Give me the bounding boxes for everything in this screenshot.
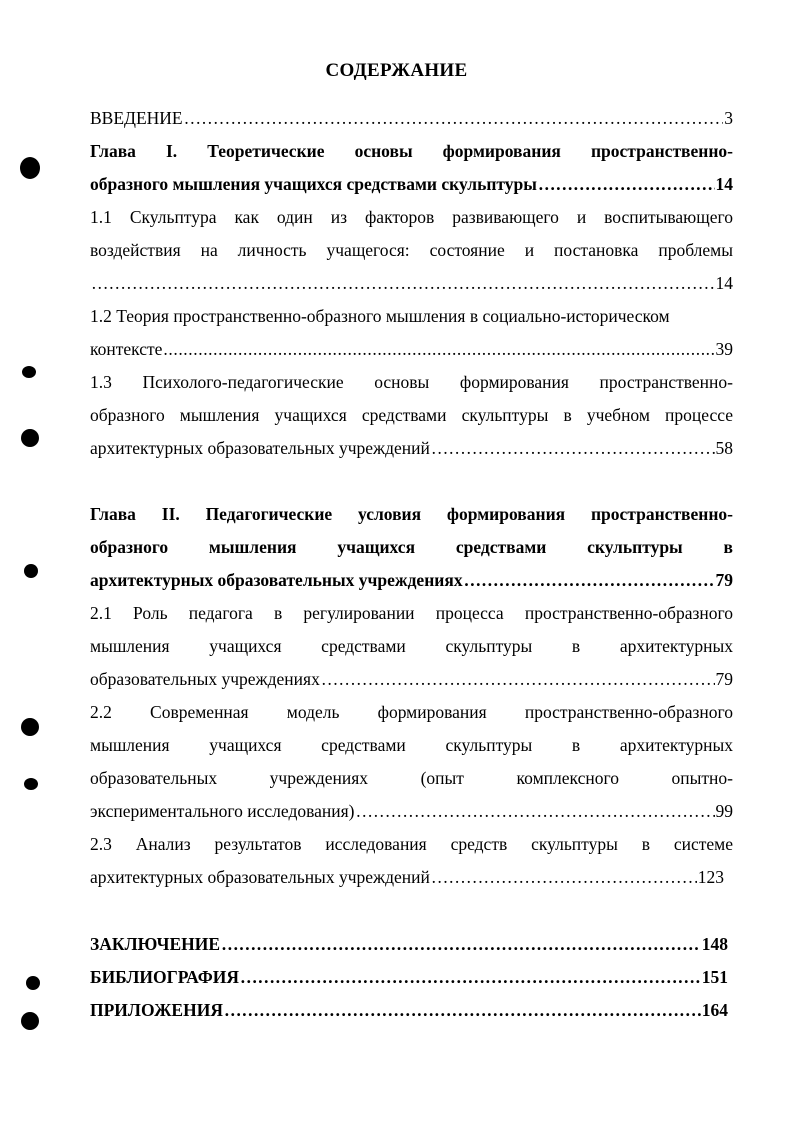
table-of-contents [90, 102, 733, 1027]
dot-leader [240, 961, 701, 994]
toc-section-2-3-last-line [90, 861, 724, 894]
toc-entry-label: архитектурных образовательных учреждений [90, 438, 430, 458]
toc-entry-appendices [90, 994, 728, 1027]
toc-entry-label: контексте [90, 339, 163, 359]
binder-hole-mark [26, 976, 40, 990]
toc-entry-label: архитектурных образовательных учреждений [90, 867, 430, 887]
toc-page-number: 3 [724, 108, 733, 128]
dot-leader [163, 333, 714, 366]
toc-section-2-2-last-line [90, 795, 733, 828]
dot-leader [184, 102, 724, 135]
toc-entry-label: БИБЛИОГРАФИЯ [90, 967, 239, 987]
page-title: СОДЕРЖАНИЕ [325, 60, 468, 81]
toc-section-1-3-last-line [90, 432, 733, 465]
toc-entry-intro [90, 102, 733, 135]
dot-leader [431, 861, 697, 894]
toc-entry-label: образовательных учреждениях [90, 669, 320, 689]
toc-entry-label: экспериментального исследования) [90, 801, 355, 821]
binder-hole-mark [21, 718, 39, 736]
toc-entry-label: ЗАКЛЮЧЕНИЕ [90, 934, 221, 954]
toc-page-number: 164 [701, 1000, 728, 1020]
toc-page-number: 148 [701, 934, 728, 954]
toc-section-1-3-line: образного мышления учащихся средствами скульптуры в учебном процессе [90, 405, 733, 425]
dot-leader [224, 994, 701, 1027]
toc-entry-conclusion [90, 928, 728, 961]
binder-hole-mark [24, 778, 38, 790]
toc-section-1-1-line: воздействия на личность учащегося: состояние и постановка проблемы [90, 240, 733, 260]
toc-entry-bibliography [90, 961, 728, 994]
toc-page-number: 151 [701, 967, 728, 987]
binder-hole-mark [24, 564, 38, 578]
toc-section-1-1-leader-line [90, 267, 733, 300]
dot-leader [538, 168, 715, 201]
spacer [90, 894, 733, 928]
toc-page-number: 14 [715, 273, 733, 293]
binder-hole-mark [22, 366, 36, 378]
toc-section-2-1-last-line [90, 663, 733, 696]
toc-section-2-1-line: 2.1 Роль педагога в регулировании процесса пространственно-образного [90, 603, 733, 623]
toc-chapter-2-line: образного мышления учащихся средствами скульптуры в [90, 537, 733, 557]
toc-section-2-1-line: мышления учащихся средствами скульптуры в архитектурных [90, 636, 733, 656]
toc-page-number: 79 [715, 570, 733, 590]
toc-section-1-2-last-line [90, 333, 733, 366]
dot-leader [321, 663, 715, 696]
toc-section-2-2-line: 2.2 Современная модель формирования пространственно-образного [90, 702, 733, 722]
toc-entry-label: ВВЕДЕНИЕ [90, 108, 183, 128]
binder-hole-mark [21, 429, 39, 447]
toc-chapter-1-line: Глава I. Теоретические основы формирования пространственно- [90, 141, 733, 161]
toc-section-2-2-line: мышления учащихся средствами скульптуры в архитектурных [90, 735, 733, 755]
dot-leader [356, 795, 715, 828]
toc-section-2-2-line: образовательных учреждениях (опыт комплексного опытно- [90, 768, 733, 788]
toc-entry-label: образного мышления учащихся средствами скульптуры [90, 174, 537, 194]
toc-page-number: 123 [697, 867, 724, 887]
dot-leader [464, 564, 715, 597]
toc-chapter-2-last-line [90, 564, 733, 597]
binder-hole-mark [20, 157, 40, 179]
toc-section-1-3-line: 1.3 Психолого-педагогические основы формирования пространственно- [90, 372, 733, 392]
toc-section-2-3-line: 2.3 Анализ результатов исследования средств скульптуры в системе [90, 834, 733, 854]
toc-page-number: 14 [715, 174, 733, 194]
toc-page-number: 39 [715, 339, 733, 359]
spacer [90, 465, 733, 498]
toc-page-number: 99 [715, 801, 733, 821]
dot-leader [431, 432, 715, 465]
toc-page-number: 58 [715, 438, 733, 458]
toc-entry-label: архитектурных образовательных учреждениях [90, 570, 463, 590]
dot-leader [91, 267, 715, 300]
toc-chapter-1-last-line [90, 168, 733, 201]
toc-page-number: 79 [715, 669, 733, 689]
toc-section-1-2-line: 1.2 Теория пространственно-образного мышления в социально-историческом [90, 306, 670, 326]
toc-section-1-1-line: 1.1 Скульптура как один из факторов развивающего и воспитывающего [90, 207, 733, 227]
dot-leader [221, 928, 701, 961]
toc-entry-label: ПРИЛОЖЕНИЯ [90, 1000, 223, 1020]
binder-hole-mark [21, 1012, 39, 1030]
toc-chapter-2-line: Глава II. Педагогические условия формирования пространственно- [90, 504, 733, 524]
